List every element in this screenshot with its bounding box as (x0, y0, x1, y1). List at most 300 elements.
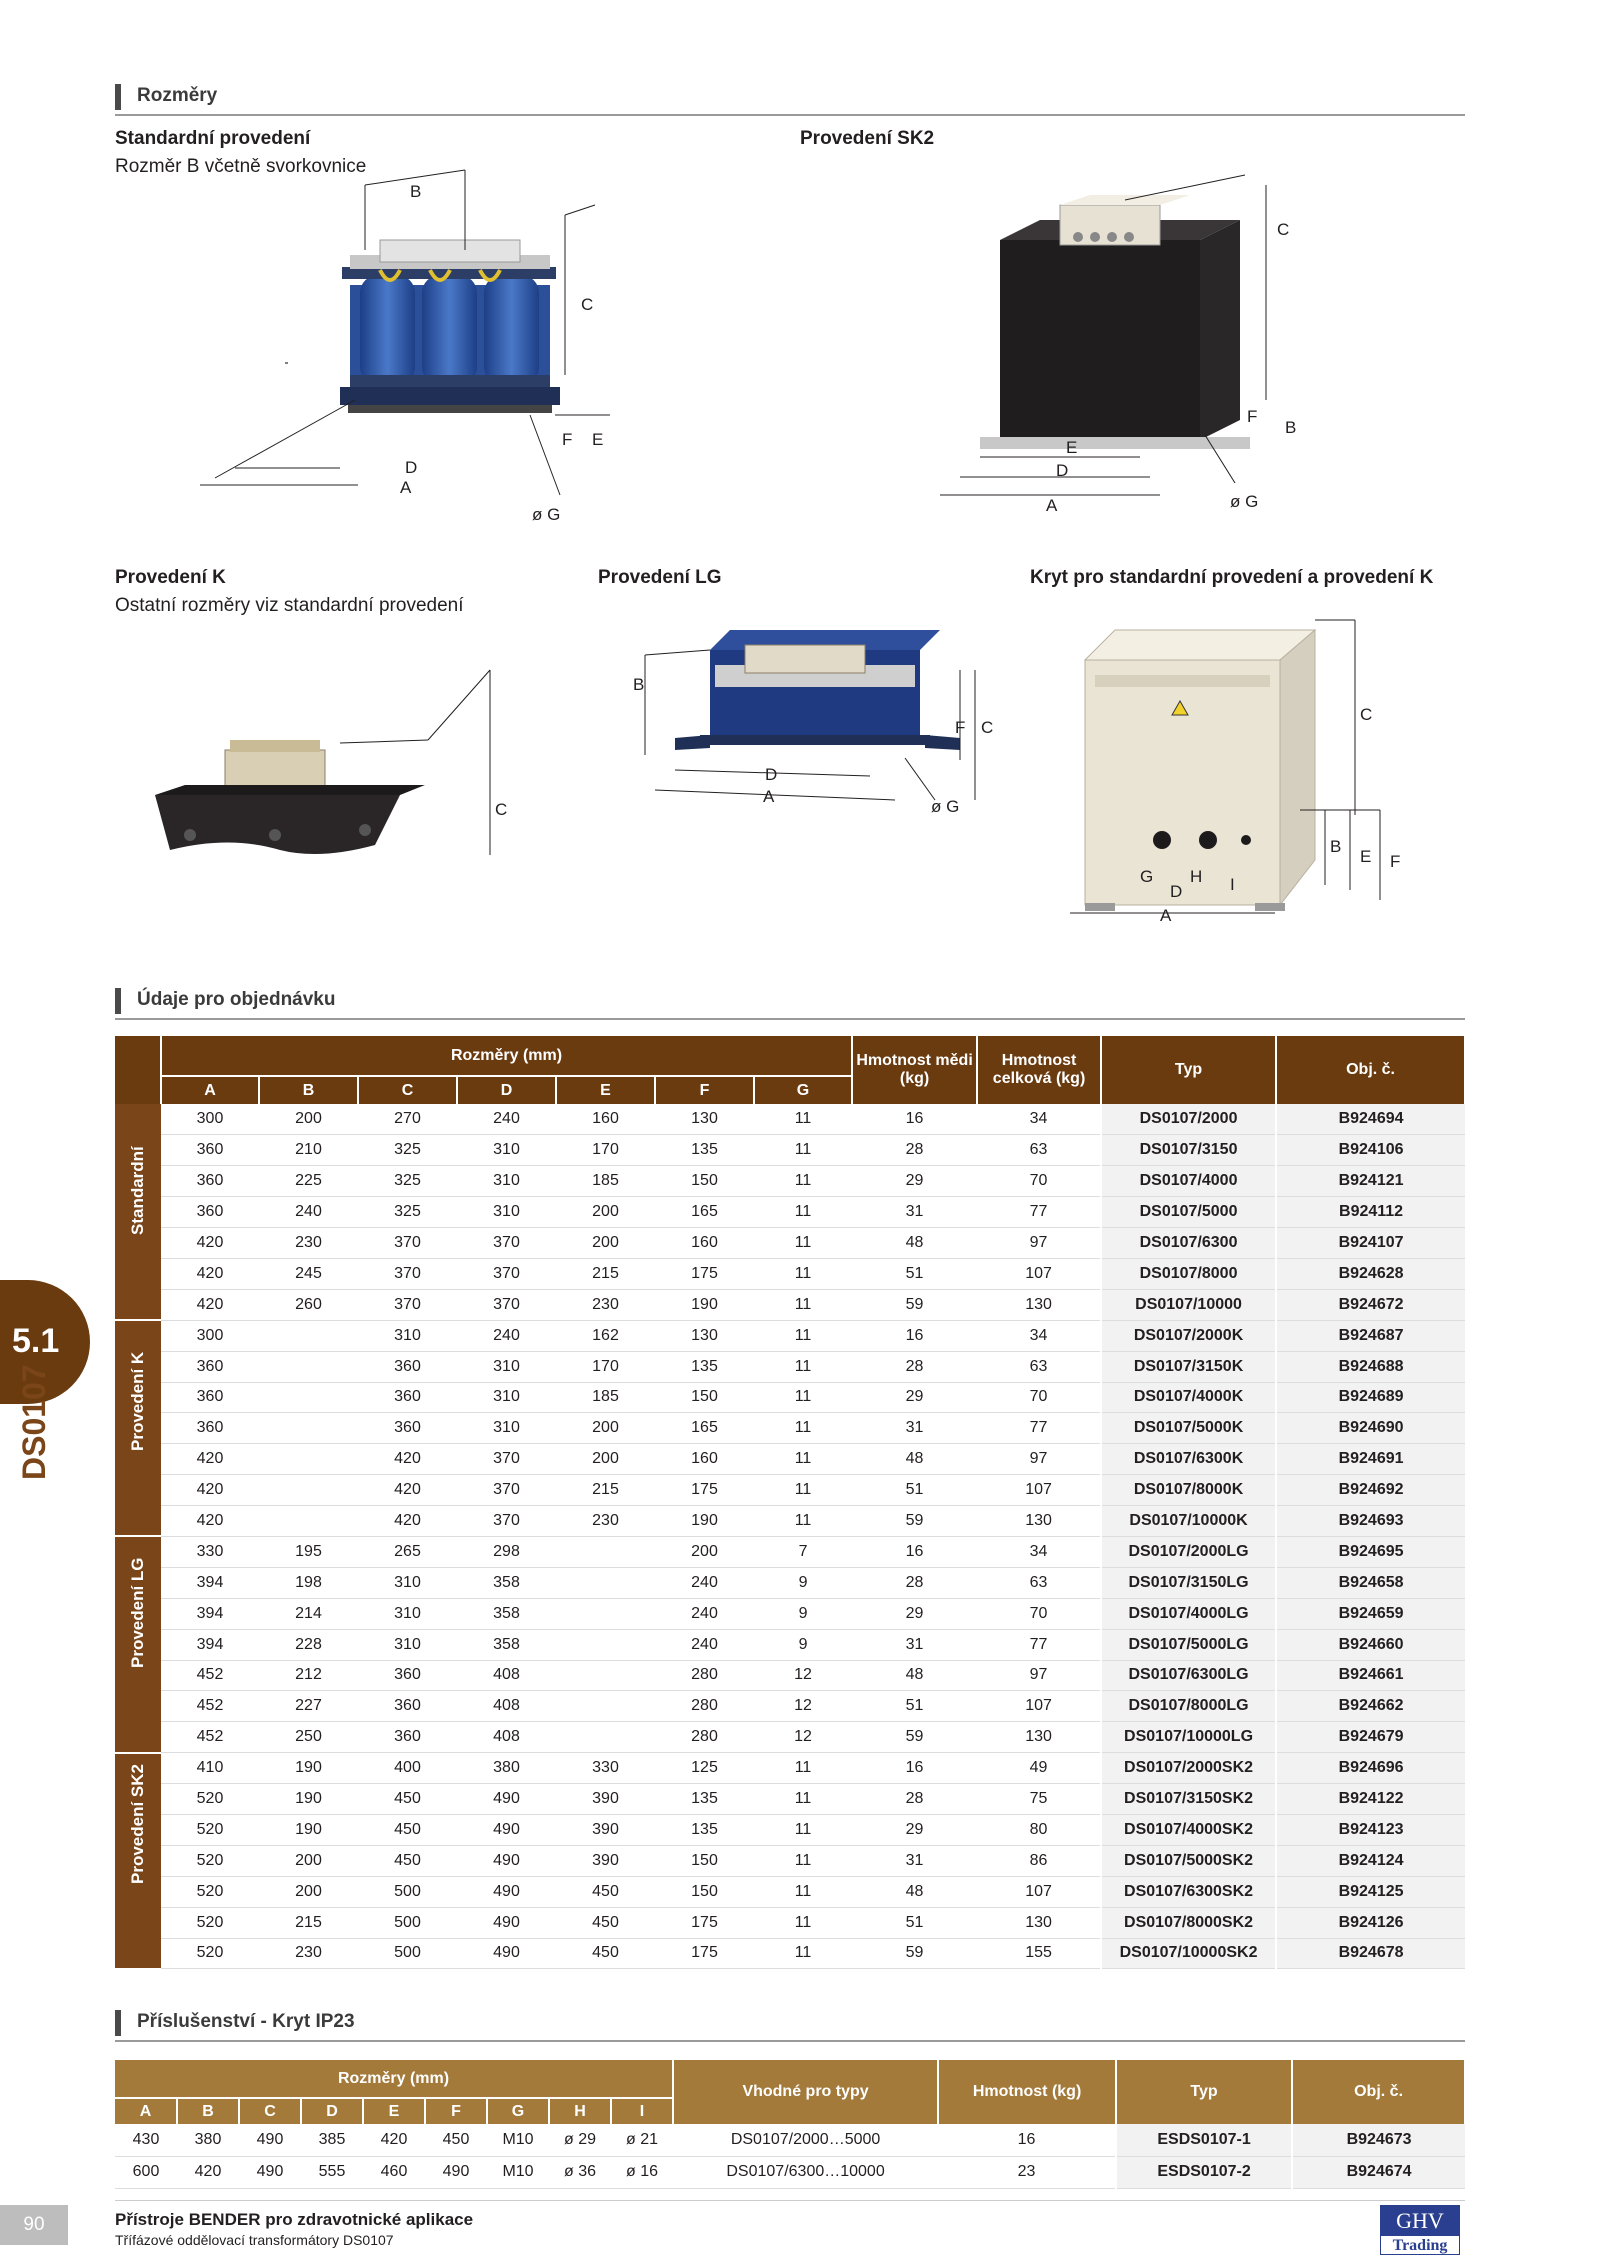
acc-type-header: Typ (1116, 2060, 1292, 2124)
table-cell: 380 (457, 1753, 556, 1784)
table-cell: 325 (358, 1166, 457, 1197)
lg-dim-b: B (633, 675, 645, 694)
type-cell: DS0107/6300K (1101, 1444, 1276, 1475)
type-cell: DS0107/5000K (1101, 1413, 1276, 1444)
acc-dim-column-header: C (239, 2098, 301, 2124)
order-no-cell: B924679 (1276, 1722, 1465, 1753)
sk2-dim-e: E (1066, 438, 1078, 457)
table-cell: 107 (977, 1876, 1101, 1907)
standard-transformer-figure (270, 175, 630, 535)
table-cell: 360 (358, 1351, 457, 1382)
order-no-cell: B924121 (1276, 1166, 1465, 1197)
table-cell: 452 (161, 1691, 259, 1722)
table-cell: 16 (852, 1320, 977, 1351)
table-cell: 31 (852, 1413, 977, 1444)
logo-top: GHV (1381, 2206, 1459, 2236)
dim-label-b: B (410, 182, 422, 201)
table-cell: 70 (977, 1382, 1101, 1413)
sk2-dim-d: D (1056, 461, 1069, 480)
table-cell: 59 (852, 1938, 977, 1969)
order-no-cell: B924112 (1276, 1197, 1465, 1228)
table-cell: 240 (655, 1598, 754, 1629)
table-cell (556, 1691, 655, 1722)
acc-order-no-header: Obj. č. (1292, 2060, 1465, 2124)
lg-dim-a: A (763, 787, 775, 806)
table-cell: 452 (161, 1660, 259, 1691)
table-cell: 500 (358, 1876, 457, 1907)
table-cell: 370 (457, 1444, 556, 1475)
table-cell: 9 (754, 1567, 852, 1598)
table-cell: 11 (754, 1506, 852, 1537)
table-cell: 370 (358, 1228, 457, 1259)
table-cell: 59 (852, 1506, 977, 1537)
table-cell: 452 (161, 1722, 259, 1753)
table-row (115, 1104, 1465, 1135)
figure-title-k: Provedení K (115, 567, 226, 588)
table-cell: ø 21 (611, 2124, 673, 2156)
table-row (115, 1629, 1465, 1660)
footer-subtitle: Třífázové oddělovací transformátory DS0107 (115, 2232, 394, 2248)
type-cell: DS0107/3150SK2 (1101, 1784, 1276, 1815)
table-cell: 175 (655, 1258, 754, 1289)
table-cell: 185 (556, 1382, 655, 1413)
table-cell (556, 1598, 655, 1629)
table-cell: 230 (556, 1289, 655, 1320)
table-cell: 150 (655, 1382, 754, 1413)
table-cell: 200 (556, 1228, 655, 1259)
table-cell: 450 (556, 1907, 655, 1938)
table-cell: 200 (259, 1876, 358, 1907)
table-row (115, 1598, 1465, 1629)
order-no-cell: B924688 (1276, 1351, 1465, 1382)
table-cell: 310 (358, 1598, 457, 1629)
table-cell: 240 (457, 1104, 556, 1135)
chapter-number: 5.1 (12, 1322, 60, 1360)
mass-total-header: Hmotnost celková (kg) (977, 1036, 1101, 1104)
table-cell: 490 (457, 1845, 556, 1876)
table-row (115, 1506, 1465, 1537)
table-cell: 107 (977, 1691, 1101, 1722)
table-cell (259, 1506, 358, 1537)
group-header-cell (115, 1036, 161, 1104)
table-cell: 16 (938, 2124, 1116, 2156)
cover-dim-d: D (1170, 882, 1183, 901)
table-cell: 160 (655, 1444, 754, 1475)
table-cell: 360 (161, 1413, 259, 1444)
table-cell: 227 (259, 1691, 358, 1722)
section-header-accessories (115, 2008, 1465, 2042)
table-cell: 23 (938, 2156, 1116, 2188)
acc-dim-column-header: F (425, 2098, 487, 2124)
table-cell: 97 (977, 1660, 1101, 1691)
table-cell: 520 (161, 1814, 259, 1845)
table-cell: 358 (457, 1567, 556, 1598)
accessory-table-body (115, 2124, 1465, 2188)
type-cell: DS0107/8000SK2 (1101, 1907, 1276, 1938)
table-cell: ø 29 (549, 2124, 611, 2156)
table-cell: 29 (852, 1382, 977, 1413)
order-no-cell: B924658 (1276, 1567, 1465, 1598)
table-cell: 420 (177, 2156, 239, 2188)
order-no-cell: B924695 (1276, 1536, 1465, 1567)
table-cell: 11 (754, 1475, 852, 1506)
table-cell: 12 (754, 1691, 852, 1722)
sk2-dim-a: A (1046, 496, 1058, 515)
table-cell: 190 (655, 1506, 754, 1537)
table-cell: 430 (115, 2124, 177, 2156)
order-table-body (115, 1104, 1465, 1969)
dim-column-header: E (556, 1076, 655, 1104)
table-cell: 48 (852, 1876, 977, 1907)
table-cell: 310 (457, 1166, 556, 1197)
table-cell: 11 (754, 1814, 852, 1845)
table-cell: 245 (259, 1258, 358, 1289)
table-cell: 394 (161, 1598, 259, 1629)
table-cell: 16 (852, 1536, 977, 1567)
acc-dim-column-header: B (177, 2098, 239, 2124)
table-cell: M10 (487, 2124, 549, 2156)
table-cell: 11 (754, 1135, 852, 1166)
table-cell: 325 (358, 1135, 457, 1166)
table-cell: 155 (977, 1938, 1101, 1969)
table-cell: 394 (161, 1567, 259, 1598)
table-cell: 360 (358, 1382, 457, 1413)
table-cell: 420 (161, 1475, 259, 1506)
lg-dim-c: C (981, 718, 994, 737)
table-cell: 11 (754, 1938, 852, 1969)
table-cell: 230 (556, 1506, 655, 1537)
type-cell: DS0107/3150 (1101, 1135, 1276, 1166)
sk2-dim-b: B (1285, 418, 1297, 437)
table-cell: 11 (754, 1784, 852, 1815)
order-table (115, 1036, 1466, 1970)
table-cell: 490 (457, 1876, 556, 1907)
table-cell: 310 (457, 1382, 556, 1413)
order-no-cell: B924678 (1276, 1938, 1465, 1969)
table-row (115, 1567, 1465, 1598)
table-row (115, 1413, 1465, 1444)
table-cell: 34 (977, 1320, 1101, 1351)
table-cell (556, 1660, 655, 1691)
table-cell: 310 (457, 1197, 556, 1228)
section-title: Údaje pro objednávku (137, 989, 336, 1010)
table-cell: 175 (655, 1475, 754, 1506)
table-cell: 125 (655, 1753, 754, 1784)
table-cell: 75 (977, 1784, 1101, 1815)
table-cell: ø 16 (611, 2156, 673, 2188)
table-cell: 410 (161, 1753, 259, 1784)
mass-copper-header: Hmotnost mědi (kg) (852, 1036, 977, 1104)
sk2-dim-g: ø G (1230, 492, 1259, 511)
logo-bottom: Trading (1392, 2237, 1448, 2254)
table-cell: 28 (852, 1351, 977, 1382)
type-cell: DS0107/2000K (1101, 1320, 1276, 1351)
section-title: Rozměry (137, 85, 218, 106)
table-cell: 12 (754, 1660, 852, 1691)
table-cell: 150 (655, 1876, 754, 1907)
table-cell: 16 (852, 1104, 977, 1135)
table-cell: 28 (852, 1135, 977, 1166)
table-row (115, 1691, 1465, 1722)
table-cell: 200 (556, 1444, 655, 1475)
table-cell: 51 (852, 1475, 977, 1506)
acc-dim-column-header: E (363, 2098, 425, 2124)
table-cell: 51 (852, 1691, 977, 1722)
table-row (115, 2124, 1465, 2156)
sk2-dim-f: F (1247, 407, 1258, 426)
type-cell: DS0107/6300LG (1101, 1660, 1276, 1691)
table-row (115, 1845, 1465, 1876)
table-row (115, 1876, 1465, 1907)
table-cell: 162 (556, 1320, 655, 1351)
table-cell: 11 (754, 1382, 852, 1413)
table-row (115, 1135, 1465, 1166)
table-row (115, 1475, 1465, 1506)
group-label (115, 1536, 161, 1752)
table-cell: 450 (556, 1938, 655, 1969)
table-cell: 11 (754, 1444, 852, 1475)
table-cell: 240 (655, 1567, 754, 1598)
table-cell: 215 (556, 1475, 655, 1506)
table-cell: 160 (556, 1104, 655, 1135)
table-row (115, 1722, 1465, 1753)
page-number: 90 (0, 2205, 68, 2245)
table-cell: 280 (655, 1691, 754, 1722)
type-cell: DS0107/5000LG (1101, 1629, 1276, 1660)
table-cell: M10 (487, 2156, 549, 2188)
type-cell: DS0107/4000LG (1101, 1598, 1276, 1629)
cover-dim-b: B (1330, 837, 1342, 856)
cover-dim-f: F (1390, 852, 1401, 871)
table-cell: 360 (358, 1691, 457, 1722)
table-cell (556, 1536, 655, 1567)
table-cell: 11 (754, 1753, 852, 1784)
table-cell: 63 (977, 1135, 1101, 1166)
table-cell: 210 (259, 1135, 358, 1166)
table-cell: 51 (852, 1258, 977, 1289)
table-cell: 29 (852, 1814, 977, 1845)
table-cell: 360 (358, 1413, 457, 1444)
table-row (115, 1938, 1465, 1969)
group-label-text: Provedení K (128, 1352, 147, 1452)
table-cell: 7 (754, 1536, 852, 1567)
table-cell: 80 (977, 1814, 1101, 1845)
table-cell: 130 (977, 1722, 1101, 1753)
table-row (115, 1320, 1465, 1351)
table-cell: 490 (457, 1814, 556, 1845)
type-cell: DS0107/5000 (1101, 1197, 1276, 1228)
table-cell: 212 (259, 1660, 358, 1691)
cover-figure (1060, 615, 1440, 935)
table-cell: 63 (977, 1567, 1101, 1598)
table-cell (259, 1475, 358, 1506)
table-cell: 490 (239, 2156, 301, 2188)
table-cell: 450 (358, 1845, 457, 1876)
dim-column-header: G (754, 1076, 852, 1104)
order-no-cell: B924691 (1276, 1444, 1465, 1475)
dim-label-d: D (405, 458, 418, 477)
table-cell: 330 (556, 1753, 655, 1784)
table-cell: 394 (161, 1629, 259, 1660)
table-cell: 490 (425, 2156, 487, 2188)
dim-label-f: F (562, 430, 573, 449)
table-cell: 107 (977, 1475, 1101, 1506)
order-no-cell: B924694 (1276, 1104, 1465, 1135)
accessory-table (115, 2060, 1466, 2189)
table-cell: 420 (363, 2124, 425, 2156)
order-no-cell: B924122 (1276, 1784, 1465, 1815)
table-row (115, 1258, 1465, 1289)
section-header-dimensions (115, 82, 1465, 116)
table-cell: 360 (358, 1660, 457, 1691)
dim-column-header: D (457, 1076, 556, 1104)
table-cell: 130 (655, 1104, 754, 1135)
table-cell: 77 (977, 1413, 1101, 1444)
table-cell (556, 1722, 655, 1753)
order-no-cell: B924692 (1276, 1475, 1465, 1506)
table-cell: 135 (655, 1351, 754, 1382)
table-cell: 28 (852, 1567, 977, 1598)
table-cell: 97 (977, 1444, 1101, 1475)
table-cell (556, 1629, 655, 1660)
section-title: Příslušenství - Kryt IP23 (137, 2011, 355, 2032)
table-cell: 250 (259, 1722, 358, 1753)
table-cell: 310 (457, 1351, 556, 1382)
table-cell: 270 (358, 1104, 457, 1135)
table-cell: 450 (425, 2124, 487, 2156)
ghv-trading-logo (1380, 2205, 1460, 2255)
type-cell: DS0107/10000K (1101, 1506, 1276, 1537)
table-cell: 450 (358, 1814, 457, 1845)
table-cell: 215 (556, 1258, 655, 1289)
table-cell: 31 (852, 1845, 977, 1876)
dim-column-header: F (655, 1076, 754, 1104)
order-no-cell: B924693 (1276, 1506, 1465, 1537)
table-cell: 310 (457, 1413, 556, 1444)
table-cell: 11 (754, 1197, 852, 1228)
dim-column-header: B (259, 1076, 358, 1104)
table-cell: 11 (754, 1166, 852, 1197)
figure-title-standard: Standardní provedení (115, 128, 311, 149)
table-row (115, 1536, 1465, 1567)
order-no-cell: B924124 (1276, 1845, 1465, 1876)
table-row (115, 1228, 1465, 1259)
table-cell: 555 (301, 2156, 363, 2188)
table-cell: 310 (457, 1135, 556, 1166)
table-cell: 280 (655, 1660, 754, 1691)
cover-dim-i: I (1230, 875, 1235, 894)
table-row (115, 1197, 1465, 1228)
table-cell: 31 (852, 1197, 977, 1228)
type-cell: DS0107/4000 (1101, 1166, 1276, 1197)
table-cell: 490 (457, 1938, 556, 1969)
table-cell: 59 (852, 1289, 977, 1320)
table-cell: 215 (259, 1907, 358, 1938)
order-no-cell: B924689 (1276, 1382, 1465, 1413)
table-cell: 360 (161, 1135, 259, 1166)
table-cell: 190 (259, 1814, 358, 1845)
dim-label-g: ø G (532, 505, 561, 524)
table-cell: 11 (754, 1351, 852, 1382)
table-cell: 520 (161, 1907, 259, 1938)
figure-title-lg: Provedení LG (598, 567, 722, 588)
table-cell: 310 (358, 1320, 457, 1351)
figure-subtitle-standard: Rozměr B včetně svorkovnice (115, 156, 367, 177)
table-cell: 490 (239, 2124, 301, 2156)
dim-column-header: A (161, 1076, 259, 1104)
table-cell: 190 (259, 1753, 358, 1784)
lg-dim-f: F (955, 718, 966, 737)
table-cell: 370 (457, 1289, 556, 1320)
table-cell: 190 (259, 1784, 358, 1815)
table-row (115, 1444, 1465, 1475)
type-cell: DS0107/4000K (1101, 1382, 1276, 1413)
acc-dimensions-header: Rozměry (mm) (115, 2060, 673, 2098)
table-cell: 135 (655, 1135, 754, 1166)
table-cell: 420 (161, 1228, 259, 1259)
table-cell: 380 (177, 2124, 239, 2156)
table-cell: 97 (977, 1228, 1101, 1259)
table-cell: 77 (977, 1197, 1101, 1228)
figure-subtitle-k: Ostatní rozměry viz standardní provedení (115, 595, 464, 616)
table-cell: 298 (457, 1536, 556, 1567)
table-row (115, 1784, 1465, 1815)
table-cell: 490 (457, 1907, 556, 1938)
table-cell: 190 (655, 1289, 754, 1320)
table-cell: 130 (977, 1907, 1101, 1938)
table-cell: 11 (754, 1258, 852, 1289)
table-cell: 300 (161, 1320, 259, 1351)
acc-mass-header: Hmotnost (kg) (938, 2060, 1116, 2124)
type-cell: DS0107/10000SK2 (1101, 1938, 1276, 1969)
table-row (115, 1289, 1465, 1320)
table-cell: 300 (161, 1104, 259, 1135)
order-no-cell: B924123 (1276, 1814, 1465, 1845)
table-cell: 135 (655, 1814, 754, 1845)
order-no-cell: B924696 (1276, 1753, 1465, 1784)
table-cell: 51 (852, 1907, 977, 1938)
table-cell: 9 (754, 1629, 852, 1660)
table-cell: 500 (358, 1938, 457, 1969)
table-cell: 390 (556, 1814, 655, 1845)
type-cell: DS0107/2000 (1101, 1104, 1276, 1135)
type-cell: DS0107/10000 (1101, 1289, 1276, 1320)
type-cell: DS0107/8000LG (1101, 1691, 1276, 1722)
dim-column-header: C (358, 1076, 457, 1104)
table-cell: 150 (655, 1845, 754, 1876)
table-cell: 16 (852, 1753, 977, 1784)
table-cell: 12 (754, 1722, 852, 1753)
table-cell: 360 (161, 1166, 259, 1197)
table-cell: 370 (358, 1289, 457, 1320)
group-label (115, 1320, 161, 1536)
table-cell: 420 (161, 1289, 259, 1320)
table-cell: 385 (301, 2124, 363, 2156)
table-cell: 165 (655, 1413, 754, 1444)
table-cell: 11 (754, 1907, 852, 1938)
table-cell: 420 (358, 1506, 457, 1537)
table-cell: 408 (457, 1691, 556, 1722)
table-cell: 240 (457, 1320, 556, 1351)
table-cell: 165 (655, 1197, 754, 1228)
table-cell: 48 (852, 1444, 977, 1475)
sk2-transformer-figure (940, 165, 1340, 535)
table-cell: 200 (259, 1845, 358, 1876)
cover-dim-a: A (1160, 906, 1172, 925)
k-dim-c: C (495, 800, 508, 819)
type-cell: ESDS0107-2 (1116, 2156, 1292, 2188)
table-cell (259, 1351, 358, 1382)
